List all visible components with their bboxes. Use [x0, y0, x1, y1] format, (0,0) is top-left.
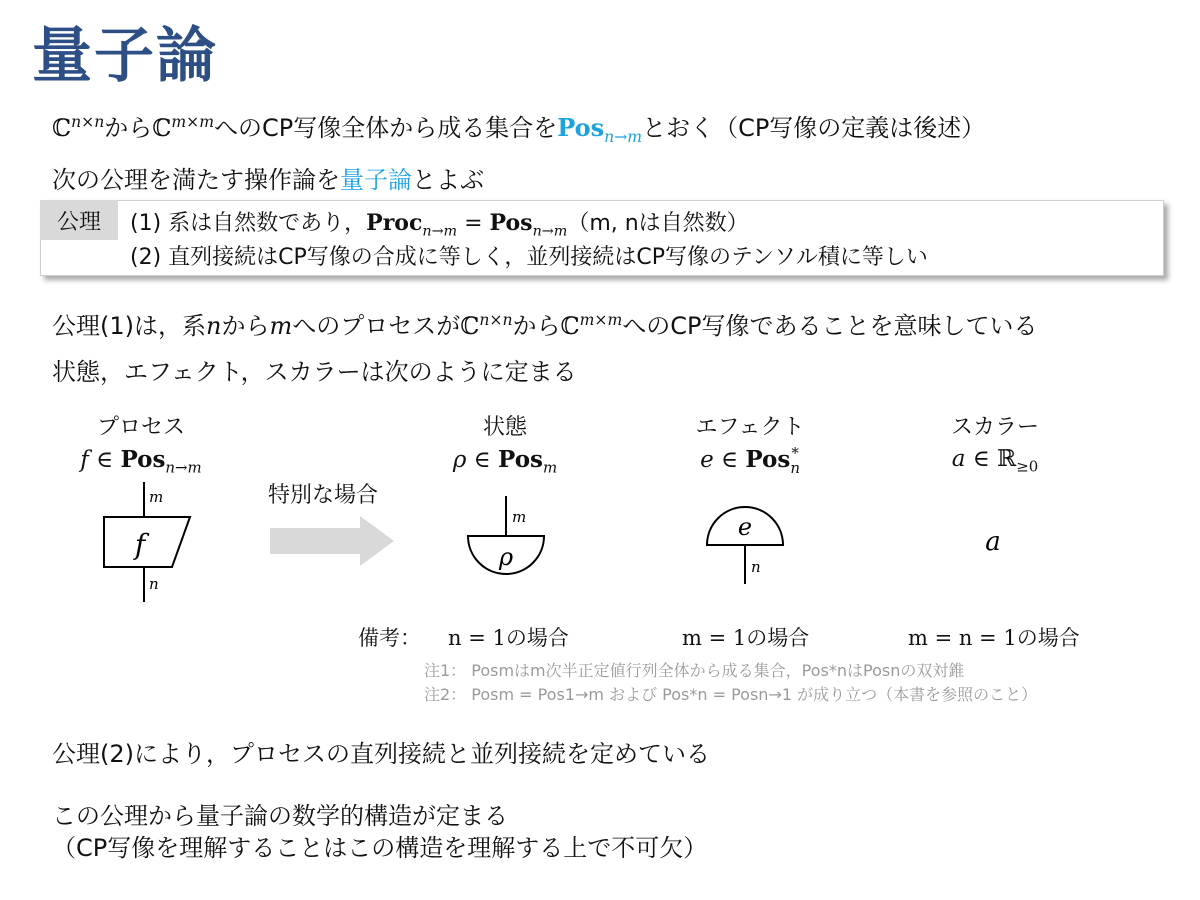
intro-text: とおく（CP写像の定義は後述）: [642, 114, 986, 142]
page-title: 量子論: [32, 21, 218, 91]
process-wire-label-m: m: [149, 488, 164, 506]
state-case: n = 1の場合: [448, 626, 569, 650]
pos-subscript: n: [790, 459, 800, 477]
state-heading: 状態: [482, 415, 527, 440]
state-label: ρ: [498, 543, 514, 571]
real-symbol: ℝ: [997, 446, 1017, 472]
axiom-tag: 公理: [40, 200, 118, 240]
element-of: ∈: [713, 447, 746, 473]
scalar-var: a: [951, 446, 966, 472]
intro-text: へのCP写像全体から成る集合を: [214, 114, 558, 142]
process-heading: プロセス: [96, 415, 185, 440]
state-wire-label-m: m: [512, 508, 527, 526]
effect-var: e: [700, 447, 714, 473]
pos-symbol: Pos: [745, 446, 791, 473]
pos-symbol: Pos: [120, 446, 166, 473]
states-intro: 状態，エフェクト，スカラーは次のように定まる: [52, 358, 577, 386]
complex-symbol: ℂ: [560, 312, 580, 340]
pos-subscript: n→m: [532, 223, 568, 240]
explanation-text: へのプロセスが: [292, 312, 461, 340]
special-case-label: 特別な場合: [268, 483, 379, 508]
definition-text: 次の公理を満たす操作論を: [52, 166, 340, 194]
equals-sign: =: [457, 211, 490, 236]
pos-symbol: Pos: [557, 113, 605, 142]
state-var: ρ: [452, 447, 467, 473]
effect-heading: エフェクト: [695, 415, 805, 440]
explanation-text: から: [221, 312, 270, 340]
effect-case: m = 1の場合: [682, 626, 810, 650]
element-of: ∈: [466, 447, 499, 473]
pos-symbol: Pos: [489, 210, 533, 236]
element-of: ∈: [965, 446, 998, 472]
dual-star: *: [791, 444, 799, 463]
pos-subscript: n→m: [604, 127, 643, 146]
matrix-size-m: m×m: [171, 113, 215, 131]
note-1: 注1： Posmはm次半正定値行列全体から成る集合，Pos*nはPosnの双対錐: [424, 661, 965, 680]
effect-label: e: [737, 513, 753, 541]
system-m: m: [269, 312, 293, 340]
pos-subscript: n→m: [165, 458, 202, 477]
scalar-label: a: [985, 527, 1001, 557]
definition-text: とよぶ: [412, 166, 484, 194]
pos-symbol: Pos: [498, 446, 543, 473]
effect-diagram: [707, 507, 783, 584]
proc-subscript: n→m: [422, 223, 458, 240]
intro-text: から: [104, 114, 153, 142]
matrix-size-n: n×n: [479, 311, 513, 329]
process-label: f: [134, 528, 146, 561]
nonneg-subscript: ≥0: [1016, 457, 1039, 476]
structure-statement: この公理から量子論の数学的構造が定まる: [52, 802, 508, 830]
process-diagram: [104, 482, 190, 602]
matrix-size-m: m×m: [579, 311, 623, 329]
pos-subscript: m: [542, 458, 558, 477]
axiom-text: (1) 系は自然数であり，: [130, 211, 367, 236]
axiom-text: （m, nは自然数）: [567, 211, 749, 236]
system-n: n: [206, 312, 222, 340]
special-case-arrow: [270, 516, 394, 566]
axiom-item-2: (2) 直列接続はCP写像の合成に等しく，並列接続はCP写像のテンソル積に等しい: [130, 245, 928, 270]
element-of: ∈: [88, 447, 121, 473]
process-box: [104, 517, 190, 567]
matrix-size-n: n×n: [71, 113, 105, 131]
complex-symbol: ℂ: [52, 114, 72, 142]
effect-wire-label-n: n: [751, 558, 761, 576]
state-diagram: [468, 496, 544, 574]
quantum-theory-highlight: 量子論: [340, 166, 412, 194]
structure-note: （CP写像を理解することはこの構造を理解する上で不可欠）: [52, 834, 708, 862]
explanation-text: から: [512, 312, 561, 340]
explanation-text: 公理(1)は，系: [52, 312, 206, 340]
note-2: 注2： Posm = Pos1→m および Pos*n = Posn→1 が成り立つ（本書を参照のこと）: [424, 685, 1038, 704]
axiom2-explanation: 公理(2)により，プロセスの直列接続と並列接続を定めている: [52, 740, 710, 768]
scalar-case: m = n = 1の場合: [908, 626, 1080, 650]
complex-symbol: ℂ: [460, 312, 480, 340]
process-wire-label-n: n: [149, 575, 159, 593]
scalar-heading: スカラー: [950, 415, 1039, 440]
explanation-text: へのCP写像であることを意味している: [622, 312, 1038, 340]
process-var: f: [80, 447, 89, 473]
remarks-label: 備考：: [358, 626, 421, 650]
proc-symbol: Proc: [366, 210, 423, 236]
complex-symbol: ℂ: [152, 114, 172, 142]
